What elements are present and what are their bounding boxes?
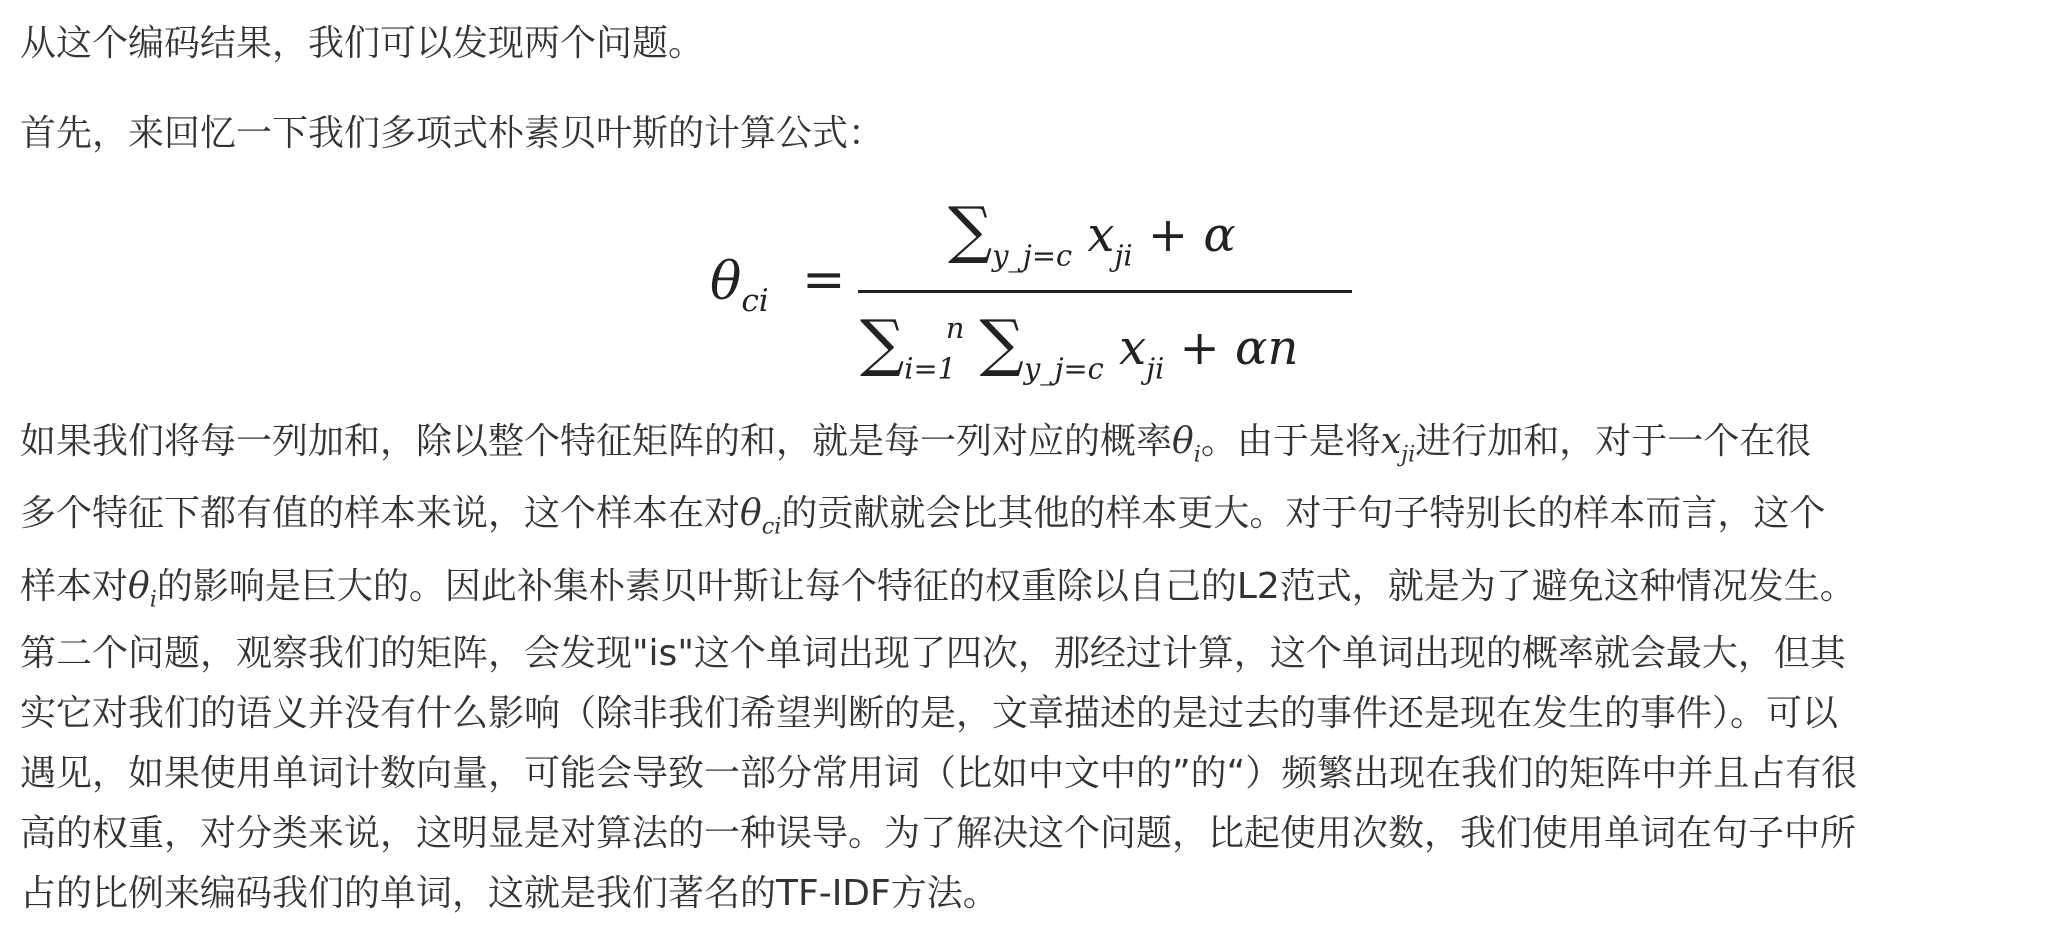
fraction-bar	[858, 290, 1352, 293]
paragraph-intro: 从这个编码结果，我们可以发现两个问题。	[20, 23, 705, 64]
explanation-line-1: 如果我们将每一列加和，除以整个特征矩阵的和，就是每一列对应的概率$\theta_i$。由于是将$x_{ji}$进行加和，对于一个在很	[20, 421, 1812, 468]
naive-bayes-formula	[700, 190, 1400, 390]
formula-lhs: $\theta_{ci}$	[710, 252, 769, 319]
formula-numerator: $\sum_{y\_j=c}$ $x_{ji} + \alpha$	[948, 193, 1236, 273]
formula-denominator: $\sum_{i=1}^n$ $\sum_{y\_j=c}$ $x_{ji} + \alpha n$	[860, 305, 1299, 386]
explanation-line-2: 多个特征下都有值的样本来说，这个样本在对$\theta_{ci}$的贡献就会比其他的样本更大。对于句子特别长的样本而言，这个	[20, 493, 1826, 540]
second-issue-line-3: 遇见，如果使用单词计数向量，可能会导致一部分常用词（比如中文中的”的“）频繁出现在我们的矩阵中并且占有很	[20, 753, 1858, 794]
paragraph-explanation	[20, 412, 2050, 629]
second-issue-line-1: 第二个问题，观察我们的矩阵，会发现"is"这个单词出现了四次，那经过计算，这个单词出现的概率就会最大，但其	[20, 633, 1846, 674]
second-issue-line-5: 占的比例来编码我们的单词，这就是我们著名的TF-IDF方法。	[20, 873, 999, 914]
second-issue-line-4: 高的权重，对分类来说，这明显是对算法的一种误导。为了解决这个问题，比起使用次数，我们使用单词在句子中所	[20, 813, 1857, 854]
paragraph-formula-intro: 首先，来回忆一下我们多项式朴素贝叶斯的计算公式：	[20, 113, 885, 154]
paragraph-second-issue	[20, 624, 2050, 924]
explanation-line-3: 样本对$\theta_i$的影响是巨大的。因此补集朴素贝叶斯让每个特征的权重除以自己的L2范式，就是为了避免这种情况发生。	[20, 565, 1856, 613]
second-issue-line-2: 实它对我们的语义并没有什么影响（除非我们希望判断的是，文章描述的是过去的事件还是现在发生的事件）。可以	[20, 693, 1839, 734]
formula-equals: =	[802, 250, 846, 310]
